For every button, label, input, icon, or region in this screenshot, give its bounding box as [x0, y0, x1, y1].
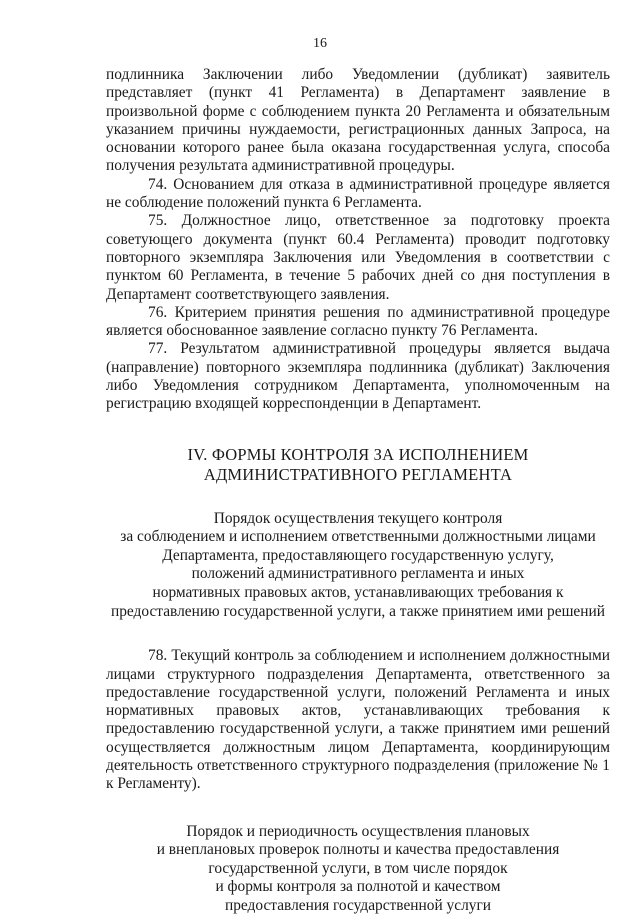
subheading-1-line-3: Департамента, предоставляющего государственную услугу, [162, 546, 554, 564]
paragraph-78: 78. Текущий контроль за соблюдением и исполнением должностными лицами структурного подразделения Департамента, ответственного за предоставление государственной услуги, положений Регламента и иных нормативных правовых актов, устанавливающих требования к предоставлению государственной услуги, а также принятием ими решений осуществляется должностным лицом Департамента, координирующим деятельность ответственного структурного подразделения (приложение № 1 к Регламенту). [106, 647, 610, 793]
section-iv-heading-line-2: АДМИНИСТРАТИВНОГО РЕГЛАМЕНТА [203, 464, 513, 484]
paragraph-75: 75. Должностное лицо, ответственное за подготовку проекта советующего документа (пункт 60.4 Регламента) проводит подготовку повторного экземпляра Заключения или Уведомления в соответствии с пунктом 60 Регламента, в течение 5 рабочих дней со дня поступления в Департамент соответствующего заявления. [106, 212, 610, 303]
paragraph-77: 77. Результатом административной процедуры является выдача (направление) повторного экземпляра подлинника (дубликат) Заключения либо Уведомления сотрудником Департамента, уполномоченным на регистрацию входящей корреспонденции в Департамент. [106, 340, 610, 413]
page-number: 16 [313, 36, 327, 51]
subheading-1-line-5: нормативных правовых актов, устанавливающих требования к [152, 584, 564, 602]
inspections-subheading [106, 823, 610, 916]
subheading-1-line-1: Порядок осуществления текущего контроля [213, 509, 503, 527]
subheading-1-line-4: положений административного регламента и иных [191, 565, 525, 583]
current-control-subheading [106, 510, 610, 622]
subheading-2-line-2: и внеплановых проверок полноты и качества предоставления [156, 841, 560, 859]
subheading-2-line-3: государственной услуги, в том числе порядок [208, 859, 508, 877]
section-iv-heading-line-1: IV. ФОРМЫ КОНТРОЛЯ ЗА ИСПОЛНЕНИЕМ [187, 444, 529, 464]
subheading-1-line-6: предоставлению государственной услуги, а также принятием ими решений [111, 602, 605, 620]
subheading-2-line-5: предоставления государственной услуги [224, 896, 491, 914]
subheading-1-line-2: за соблюдением и исполнением ответственными должностными лицами [120, 528, 596, 546]
paragraph-continuation: подлинника Заключении либо Уведомлении (дубликат) заявитель представляет (пункт 41 Регламента) в Департамент заявление в произвольной форме с соблюдением пункта 20 Регламента и обязательным указанием причины нуждаемости, регистрационных данных Запроса, на основании которого ранее была оказана государственная услуга, способа получения результата административной процедуры. [106, 66, 610, 175]
document-body [106, 66, 610, 916]
section-iv-heading [106, 445, 610, 485]
subheading-2-line-4: и формы контроля за полнотой и качеством [215, 878, 501, 896]
paragraph-76: 76. Критерием принятия решения по административной процедуре является обоснованное заявление согласно пункту 76 Регламента. [106, 303, 610, 340]
paragraph-74: 74. Основанием для отказа в административной процедуре является не соблюдение положений пункта 6 Регламента. [106, 175, 610, 212]
subheading-2-line-1: Порядок и периодичность осуществления плановых [186, 822, 530, 840]
